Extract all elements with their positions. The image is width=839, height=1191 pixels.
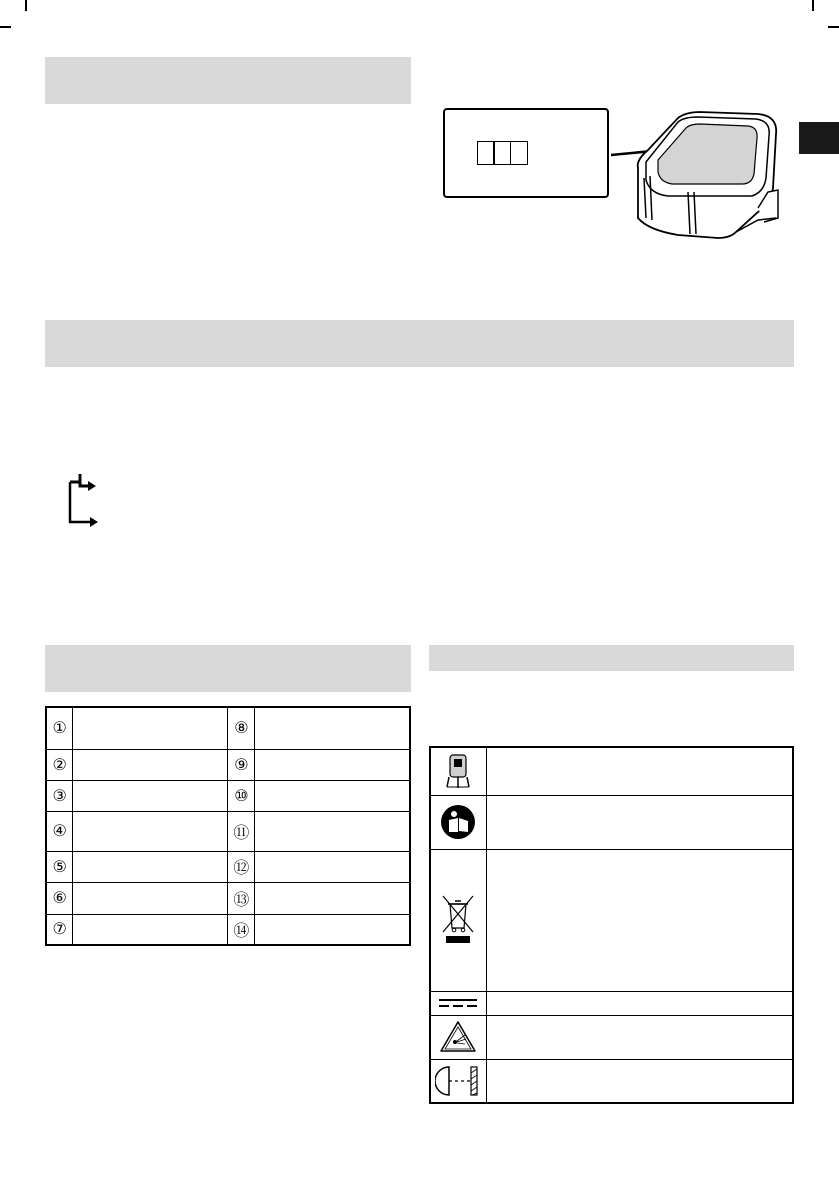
part-name [73, 811, 228, 851]
symbol-description [486, 849, 793, 991]
part-name [255, 914, 410, 945]
part-number: ⑥ [46, 882, 73, 914]
table-row [46, 707, 410, 749]
part-name [73, 707, 228, 749]
symbol-description [486, 991, 793, 1015]
symbol-description [486, 1015, 793, 1059]
symbols-table [429, 746, 794, 1104]
table-row [46, 780, 410, 811]
table-row [430, 1059, 793, 1103]
flow-bracket-arrows [66, 470, 102, 530]
part-name [73, 851, 228, 882]
section-bar-4 [429, 645, 794, 671]
part-number: ① [46, 707, 73, 749]
part-name [73, 914, 228, 945]
part-name [255, 882, 410, 914]
section-bar-2 [45, 320, 794, 367]
part-number: ⑭ [228, 914, 255, 945]
laser-device-icon [430, 747, 486, 795]
part-number: ③ [46, 780, 73, 811]
table-row [46, 749, 410, 780]
date-code-cells [478, 141, 528, 165]
part-name [255, 851, 410, 882]
part-name [73, 882, 228, 914]
part-number: ⑫ [228, 851, 255, 882]
crop-mark-top-left [0, 26, 11, 28]
section-bar-1 [45, 57, 411, 104]
crop-mark-top-right-v [812, 0, 814, 11]
symbol-description [486, 795, 793, 849]
part-number: ⑦ [46, 914, 73, 945]
part-name [73, 780, 228, 811]
table-row [430, 1015, 793, 1059]
table-row [46, 882, 410, 914]
read-manual-icon [430, 795, 486, 849]
table-row [430, 849, 793, 991]
crossed-bin-icon [430, 849, 486, 991]
table-row [430, 795, 793, 849]
language-tab [799, 122, 839, 154]
battery-pack-illustration [608, 100, 788, 250]
part-number: ② [46, 749, 73, 780]
section-bar-3 [45, 645, 411, 692]
table-row [430, 747, 793, 795]
part-name [255, 780, 410, 811]
crop-mark-top-right [828, 26, 839, 28]
table-row [46, 851, 410, 882]
part-name [255, 811, 410, 851]
table-row [430, 991, 793, 1015]
part-name [73, 749, 228, 780]
part-name [255, 749, 410, 780]
part-name [255, 707, 410, 749]
parts-table [45, 706, 411, 946]
table-row [46, 811, 410, 851]
part-number: ⑨ [228, 749, 255, 780]
laser-warning-icon [430, 1015, 486, 1059]
part-number: ⑧ [228, 707, 255, 749]
part-number: ④ [46, 811, 73, 851]
part-number: ⑤ [46, 851, 73, 882]
table-row [46, 914, 410, 945]
part-number: ⑬ [228, 882, 255, 914]
laser-class-icon [430, 1059, 486, 1103]
part-number: ⑩ [228, 780, 255, 811]
symbol-description [486, 747, 793, 795]
crop-mark-top-left-v [25, 0, 27, 11]
part-number: ⑪ [228, 811, 255, 851]
symbol-description [486, 1059, 793, 1103]
direct-current-icon [430, 991, 486, 1015]
